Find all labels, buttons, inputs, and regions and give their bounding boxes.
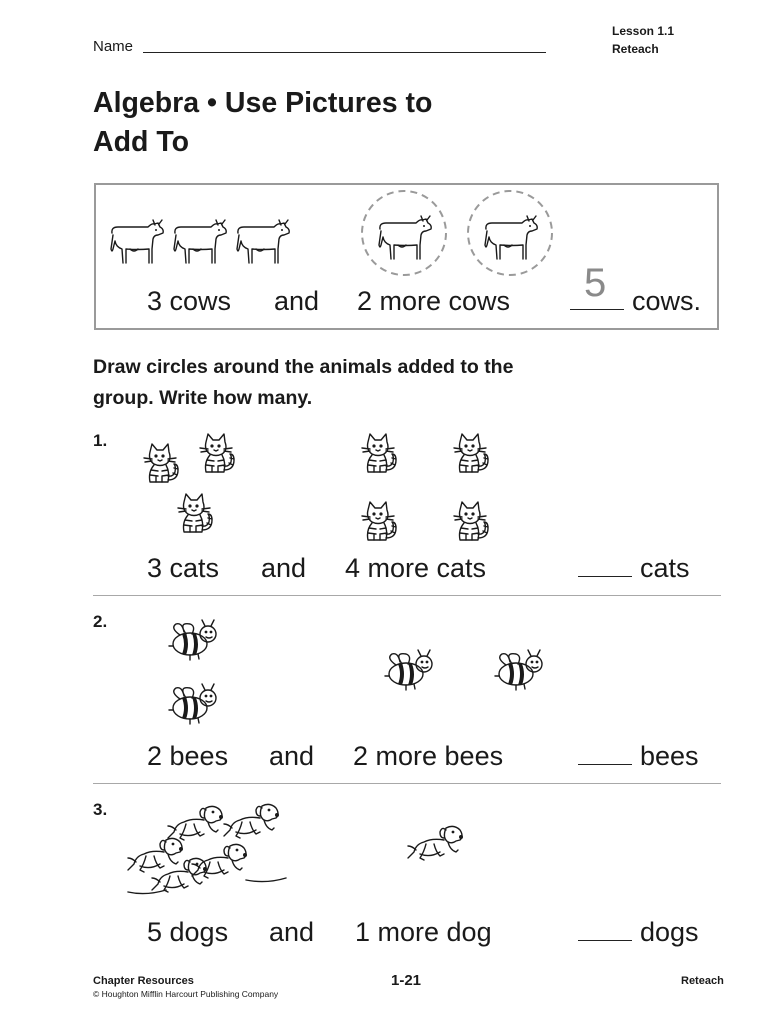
instructions-line-1: Draw circles around the animals added to the	[93, 356, 514, 378]
divider	[93, 783, 721, 784]
problem-1-animals[interactable]	[140, 432, 520, 552]
problem-3-added-text: 1 more dog	[355, 917, 492, 947]
instructions	[93, 352, 513, 414]
cow-icon	[485, 216, 537, 259]
example-answer-value: 5	[584, 261, 607, 305]
name-write-line[interactable]	[143, 52, 546, 53]
title-line-1: Algebra • Use Pictures to	[93, 87, 433, 119]
dog-icon	[224, 804, 279, 838]
problem-2-added-text: 2 more bees	[353, 741, 504, 771]
cat-icon	[454, 434, 488, 472]
cat-icon	[178, 494, 212, 532]
cow-icon	[237, 220, 289, 263]
problem-1-and-text: and	[261, 553, 307, 583]
cat-icon	[362, 434, 396, 472]
example-unit-text: cows.	[632, 286, 702, 316]
dog-icon	[128, 838, 183, 872]
problem-2-answer-blank[interactable]	[578, 741, 632, 772]
footer-copyright: © Houghton Mifflin Harcourt Publishing Company	[93, 989, 279, 999]
instructions-line-2: group. Write how many.	[93, 387, 313, 409]
problem-1-answer-blank[interactable]	[578, 553, 632, 584]
bee-icon	[495, 650, 542, 690]
problem-3-animals[interactable]	[126, 800, 486, 900]
problem-3-answer-blank[interactable]	[578, 917, 632, 948]
problem-1-group-text: 3 cats	[147, 553, 220, 583]
example-added-text: 2 more cows	[357, 286, 511, 316]
problem-3-unit-text: dogs	[640, 917, 699, 947]
problem-number: 1.	[93, 431, 108, 450]
cat-icon	[200, 434, 234, 472]
footer-chapter-resources: Chapter Resources	[93, 975, 194, 987]
cat-icon	[362, 502, 396, 540]
footer-reteach: Reteach	[681, 975, 724, 987]
lesson-label	[612, 22, 674, 58]
problem-2-unit-text: bees	[640, 741, 699, 771]
cat-icon	[144, 444, 178, 482]
divider	[93, 595, 721, 596]
dog-icon	[168, 806, 223, 840]
bee-icon	[385, 650, 432, 690]
problem-2-and-text: and	[269, 741, 315, 771]
bee-icon	[169, 620, 216, 660]
problem-2-animals[interactable]	[166, 612, 566, 732]
cow-icon	[379, 216, 431, 259]
cow-icon	[174, 220, 226, 263]
problem-3-and-text: and	[269, 917, 315, 947]
dog-icon	[408, 826, 463, 860]
problem-number: 2.	[93, 612, 108, 631]
footer-page-number: 1-21	[391, 972, 422, 989]
problem-1-added-text: 4 more cats	[345, 553, 487, 583]
page-title	[93, 84, 432, 162]
bee-icon	[169, 684, 216, 724]
cow-icon	[111, 220, 163, 263]
grass-lines	[128, 878, 286, 894]
lesson-number: Lesson 1.1	[612, 24, 675, 38]
problem-2-group-text: 2 bees	[147, 741, 229, 771]
title-line-2: Add To	[93, 126, 190, 158]
example-group-text: 3 cows	[147, 286, 232, 316]
example-and-text: and	[274, 286, 320, 316]
problem-1-unit-text: cats	[640, 553, 690, 583]
example-cows	[108, 215, 548, 275]
problem-3-group-text: 5 dogs	[147, 917, 229, 947]
name-label: Name	[93, 38, 134, 55]
section-label: Reteach	[612, 42, 659, 56]
cat-icon	[454, 502, 488, 540]
problem-number: 3.	[93, 800, 108, 819]
